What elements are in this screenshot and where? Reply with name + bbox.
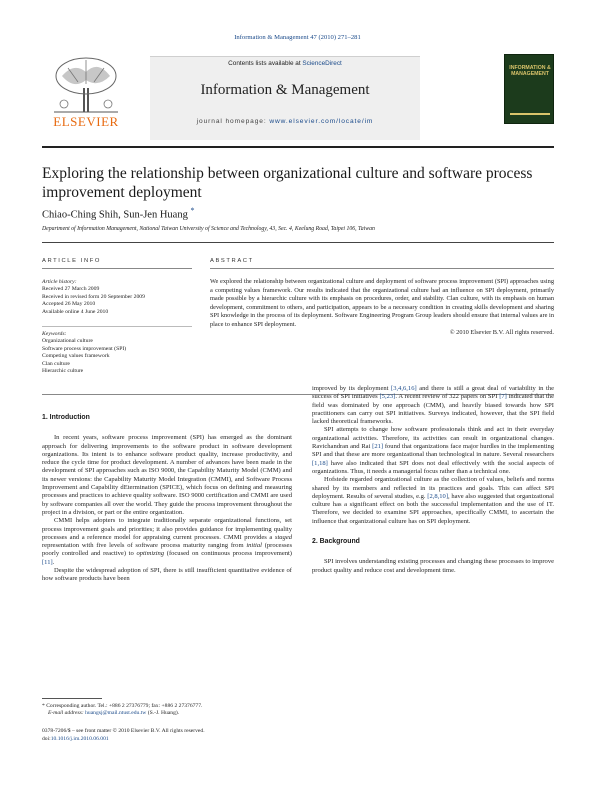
- text-run: CMMI helps adopters to integrate traditionally separate organizational functions, set process improvement goals and priorities; it also provides guidance for implementing quality processes and a reference model for appraising current processes. CMMI provides a: [42, 517, 292, 541]
- text-run: have also indicated that SPI does not deal effectively with the social aspects of organizations. Thus, it needs a managerial focus rather than a technical one.: [312, 459, 554, 475]
- keywords-rule: [42, 326, 192, 327]
- history-label: Article history:: [42, 279, 77, 285]
- paragraph: [312, 426, 554, 476]
- footer-identifiers: [42, 728, 292, 743]
- reference-link[interactable]: [2,8,10]: [427, 492, 448, 500]
- keyword: Clan culture: [42, 360, 70, 367]
- keywords: [42, 331, 192, 375]
- journal-homepage: [150, 118, 420, 125]
- sciencedirect-link[interactable]: ScienceDirect: [302, 60, 342, 67]
- paragraph: [42, 517, 292, 567]
- email-label: E-mail address:: [48, 710, 84, 717]
- author-names: Chiao-Ching Shih, Sun-Jen Huang: [42, 209, 188, 221]
- body-left-column: [42, 414, 292, 584]
- footnote: [42, 703, 292, 717]
- text-run: found that organizations face major hurdles in the implementing SPI and that these are more organizational than technological in nature. Several researchers: [312, 443, 555, 459]
- email-suffix: (S.-J. Huang).: [146, 710, 180, 717]
- paragraph: Despite the widespread adoption of SPI, there is still insufficient quantitative evidence of how software products have been: [42, 567, 292, 583]
- abstract-body: [210, 278, 554, 338]
- journal-citation: Information & Management 47 (2010) 271–281: [234, 34, 361, 41]
- abstract-rule: [210, 268, 554, 269]
- text-run: improved by its deployment: [312, 385, 392, 392]
- text-run: initial: [246, 542, 262, 550]
- journal-name: Information & Management: [200, 82, 370, 98]
- authors: [42, 206, 554, 221]
- reference-link[interactable]: [3,4,6,16]: [391, 385, 417, 392]
- text-run: SPI attempts to change how software professionals think and act in their everyday organizational activities. Therefore, its activities can result in organizational changes. Ravichandran and Rai: [312, 426, 554, 451]
- homepage-link[interactable]: www.elsevier.com/locate/im: [269, 118, 374, 125]
- email-link[interactable]: huangsj@mail.ntust.edu.tw: [85, 710, 147, 717]
- section-2-heading: 2. Background: [312, 538, 360, 546]
- text-run: , have also suggested that organizational culture has a significant effect on both the successful implementation and the use of IT. Therefore, we decided to examine SPI approaches, specifically CMMI, to ascertain the influence that organizational culture has on SPI deployment.: [312, 492, 554, 525]
- contents-prefix: Contents lists available at: [228, 60, 303, 67]
- reference-link[interactable]: [7]: [499, 393, 507, 401]
- reference-link[interactable]: [21]: [372, 443, 384, 451]
- keyword: Competing values framework: [42, 353, 110, 360]
- footnote-mark: *: [42, 703, 45, 709]
- body-right-column: [312, 385, 554, 575]
- text-run: optimizing: [136, 550, 165, 558]
- elsevier-tree-logo-icon: [44, 54, 128, 114]
- corresponding-text: Corresponding author. Tel.: +886 2 27376779; fax: +886 2 27376777.: [46, 703, 203, 709]
- reference-link[interactable]: [1,18]: [312, 459, 328, 467]
- cover-bar: [510, 113, 550, 115]
- paragraph: [312, 385, 554, 426]
- doi-link[interactable]: 10.1016/j.im.2010.06.001: [50, 735, 109, 742]
- header-rule: [42, 146, 554, 148]
- issn-line: 0378-7206/$ – see front matter © 2010 Elsevier B.V. All rights reserved.: [42, 728, 205, 734]
- footnote-rule: [42, 698, 102, 699]
- article-title: Exploring the relationship between organizational culture and software process improvement deployment: [42, 165, 533, 201]
- abstract-text: We explored the relationship between organizational culture and deployment of software process improvement (SPI) approaches using a competing values framework. Our results indicated that the organizational culture had an influence on SPI deployment, primarily made possible by a hierarchic culture with its emphasis on procedures, order, and stability. Clan culture, with its emphasis on human development, commitment to others, and participation, appears to be a necessary condition in creating skills development and sharing SPI knowledge in the process of its deployment. Software Engineering Program Group leaders should ensure that internal values are in place to enhance SPI deployment.: [210, 278, 554, 328]
- contents-line: [150, 60, 420, 67]
- paragraph: [312, 476, 554, 526]
- text-run: .: [52, 558, 55, 566]
- text-run: . A recent review of 322 papers on SPI: [395, 393, 500, 401]
- paragraph: In recent years, software process improvement (SPI) has emerged as the dominant approach for delivering improvements to the software product in software development organizations. Its intent is to enhance software product quality, increase productivity, and reduce the cycle time for product development. A number of advances have been made in the development of SPI approaches such as ISO 9000, the Capability Maturity Model (CMM) and its newer versions: the Capability Maturity Model Integration (CMMI), and Software Process Improvement and Capability dEtermination (SPICE), which focus on defining and measuring processes and practices to achieve quality software. ISO 9000 certification and CMMI are used by software companies all over the world. They guide the process improvement throughout the project in a division, or part or the entire organization.: [42, 434, 292, 516]
- text-run: and there is still a great deal of variability in the success of SPI initiatives: [312, 385, 554, 401]
- cover-title: INFORMATION & MANAGEMENT: [509, 65, 551, 78]
- keyword: Hierarchic culture: [42, 368, 84, 375]
- history-item: Accepted 26 May 2010: [42, 301, 96, 308]
- reference-link[interactable]: [11]: [42, 558, 53, 566]
- journal-cover-image: [504, 54, 554, 124]
- history-item: Available online 4 June 2010: [42, 308, 109, 315]
- abstract-heading: ABSTRACT: [210, 258, 254, 264]
- publisher-name: ELSEVIER: [53, 114, 119, 129]
- reference-link[interactable]: [5,23]: [379, 393, 396, 401]
- text-run: (processes poorly controlled and reactive) to: [42, 542, 292, 558]
- homepage-prefix: journal homepage:: [196, 118, 270, 125]
- email-line: [42, 710, 292, 717]
- keyword: Software process improvement (SPI): [42, 345, 127, 352]
- abstract-copyright: © 2010 Elsevier B.V. All rights reserved.: [449, 329, 554, 337]
- keywords-label: Keywords:: [42, 331, 67, 337]
- text-run: representation with five levels of software process maturity ranging from: [42, 542, 247, 550]
- article-info-heading: ARTICLE INFO: [42, 258, 102, 264]
- text-run: Hofstede regarded organizational culture as the collection of values, beliefs and norms shared by its members and reflected in its practices and goals. This can affect SPI deployment. Results of several studies, e.g.: [312, 476, 554, 500]
- keyword: Organizational culture: [42, 338, 93, 345]
- text-run: (focused on continuous process improvement): [164, 550, 292, 558]
- history-item: Received 27 March 2009: [42, 286, 100, 293]
- corresponding-author-mark[interactable]: *: [190, 206, 195, 215]
- doi-prefix: doi:: [42, 735, 51, 742]
- text-run: staged: [274, 533, 292, 541]
- doi-line: [42, 736, 292, 744]
- affiliation: Department of Information Management, National Taiwan University of Science and Technology, 43, Sec. 4, Keelung Road, Taipei 106, Taiwan: [42, 226, 375, 232]
- title-rule: [42, 242, 554, 243]
- paragraph: SPI involves understanding existing processes and changing these processes to improve product quality and reduce cost and development time.: [312, 558, 554, 574]
- history-item: Received in revised form 20 September 2009: [42, 293, 145, 300]
- article-history: [42, 279, 192, 316]
- text-run: indicated that the field was dominated by one approach (CMM), and heavily biased towards how SPI practitioners can carry out SPI initiatives. Surveys indicated, however, that the SPI field lacked theoretical frameworks.: [312, 393, 554, 426]
- section-1-heading: 1. Introduction: [42, 414, 90, 421]
- article-info-rule: [42, 268, 192, 269]
